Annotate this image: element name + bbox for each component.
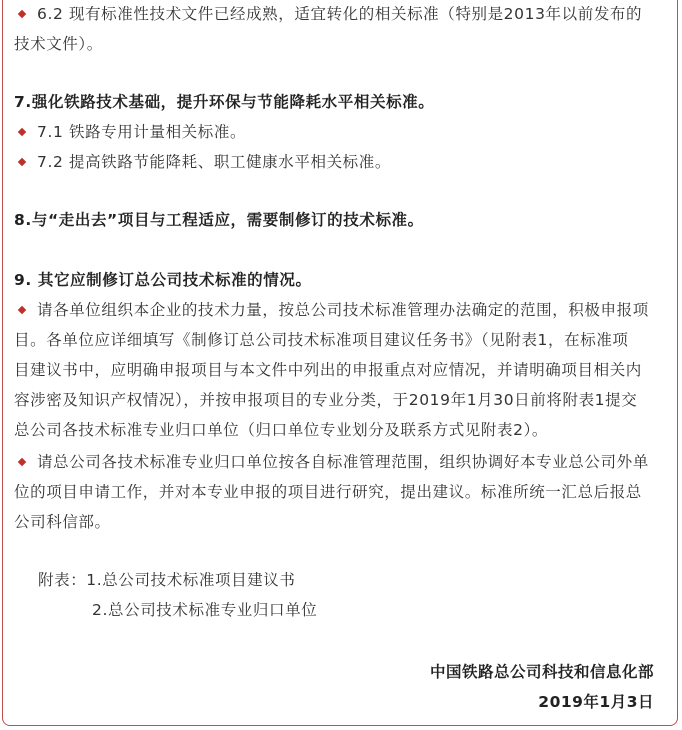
item-7-1: 7.1 铁路专用计量相关标准。 [14,122,246,142]
red-diamond-bullet-icon [18,457,26,465]
red-diamond-bullet-icon [18,9,26,17]
red-diamond-bullet-icon [18,305,26,313]
para1-line4: 容涉密及知识产权情况），并按申报项目的专业分类，于2019年1月30日前将附表1提交 [14,391,638,409]
red-diamond-bullet-icon [18,157,26,165]
para2-line2: 位的项目申请工作，并对本专业申报的项目进行研究，提出建议。标准所统一汇总后报总 [14,483,642,501]
para1-line3: 目建议书中，应明确申报项目与本文件中列出的申报重点对应情况，并请明确项目相关内 [14,361,642,379]
section7-heading: 7.强化铁路技术基础，提升环保与节能降耗水平相关标准。 [14,93,435,111]
item-6-2-line2: 技术文件）。 [14,35,103,53]
signature-date: 2019年1月3日 [538,693,654,711]
signature-department: 中国铁路总公司科技和信息化部 [429,663,654,681]
attachment-line1: 附表：1.总公司技术标准项目建议书 [38,571,296,589]
red-diamond-bullet-icon [18,127,26,135]
item-7-2: 7.2 提高铁路节能降耗、职工健康水平相关标准。 [14,152,391,172]
item-6-2-line1: 6.2 现有标准性技术文件已经成熟，适宜转化的相关标准（特别是2013年以前发布的 [14,4,642,24]
section9-heading: 9. 其它应制修订总公司技术标准的情况。 [14,271,312,289]
section8-heading: 8.与“走出去”项目与工程适应，需要制修订的技术标准。 [14,211,424,229]
para2-line1: 请总公司各技术标准专业归口单位按各自标准管理范围，组织协调好本专业总公司外单 [14,452,649,472]
attachment-line2: 2.总公司技术标准专业归口单位 [92,601,318,619]
para1-line2: 目。各单位应详细填写《制修订总公司技术标准项目建议任务书》（见附表1，在标准项 [14,331,629,349]
para1-line1: 请各单位组织本企业的技术力量，按总公司技术标准管理办法确定的范围，积极申报项 [14,300,649,320]
para1-line5: 总公司各技术标准专业归口单位（归口单位专业划分及联系方式见附表2）。 [14,421,549,439]
para2-line3: 公司科信部。 [14,513,111,531]
